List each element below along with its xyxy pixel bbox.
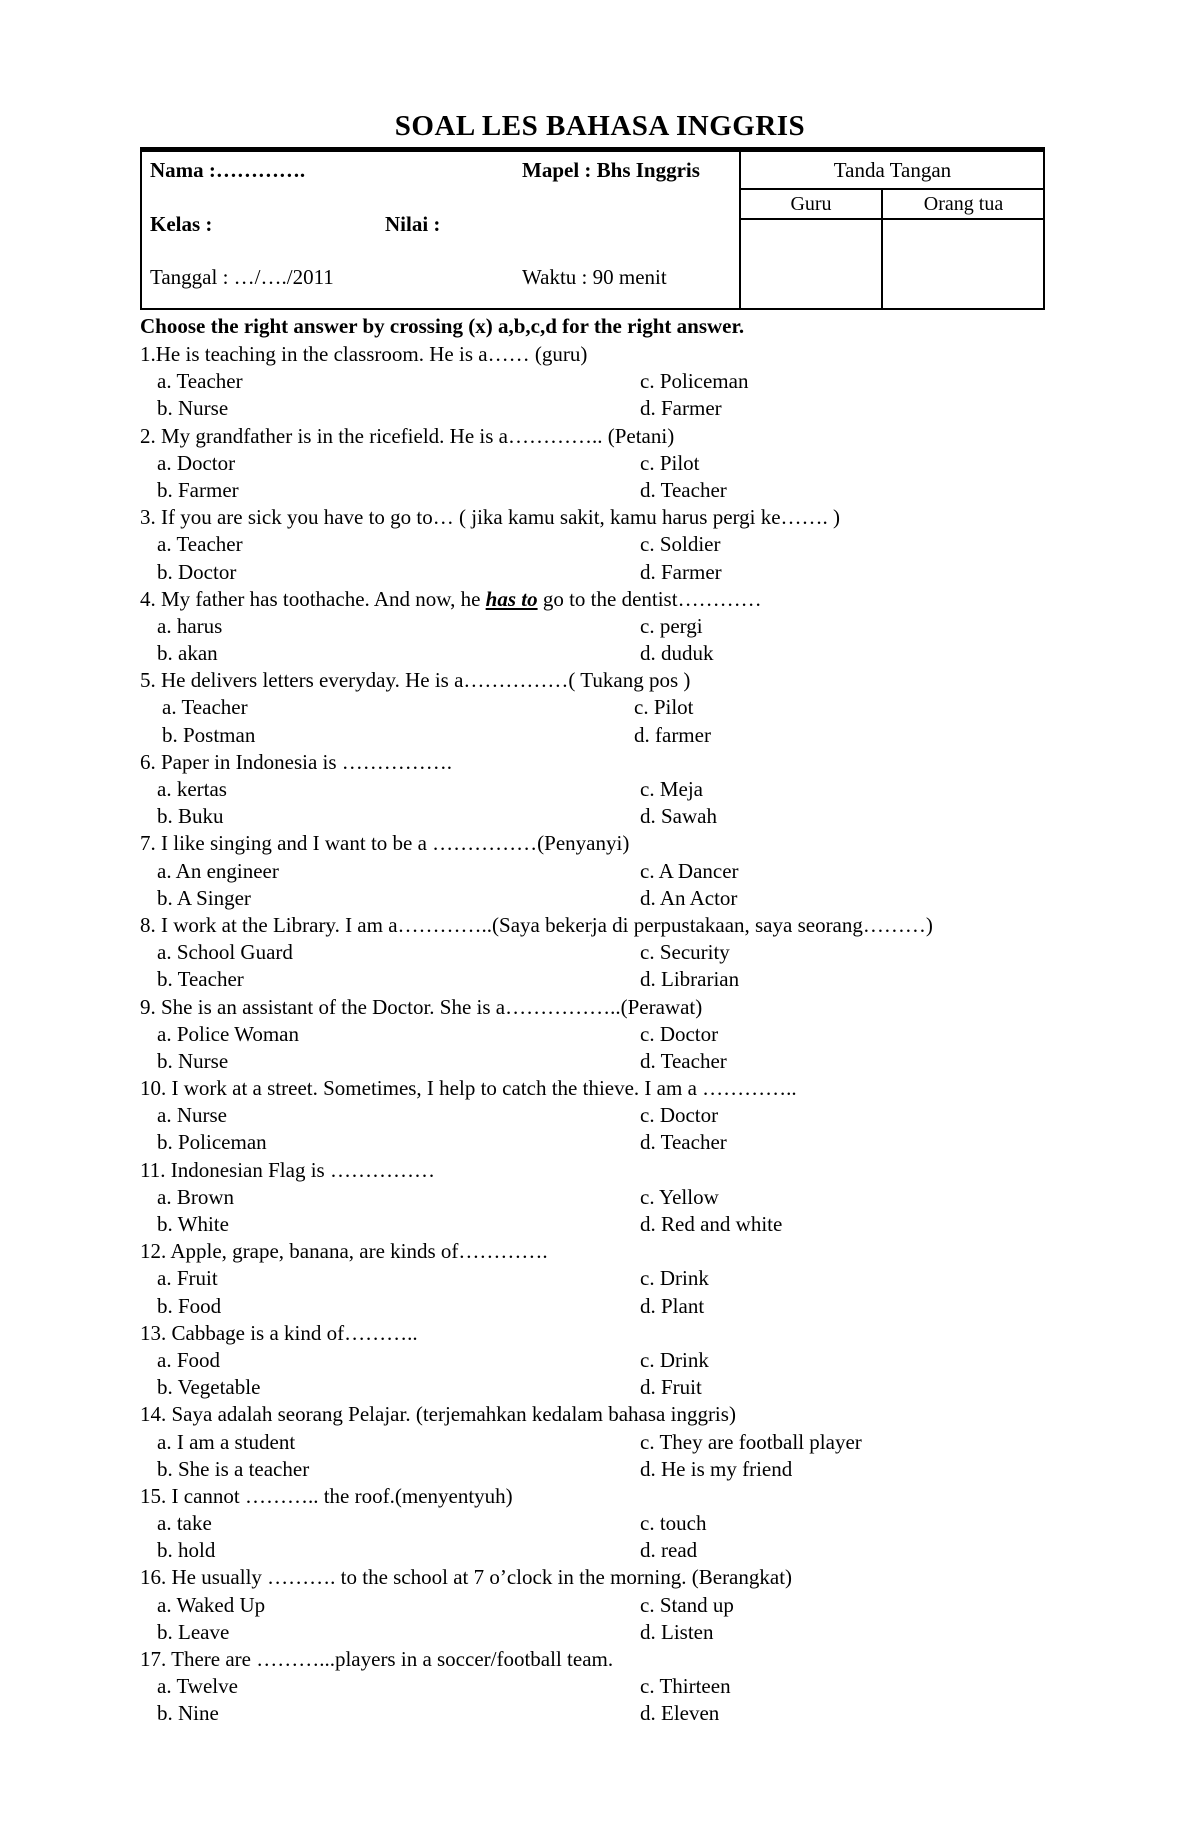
option-a: a. Brown <box>157 1184 234 1209</box>
option-c: c. Meja <box>640 777 703 801</box>
option-c: c. pergi <box>640 613 703 638</box>
option-b: b. Nurse <box>157 396 229 421</box>
option-b: b. Doctor <box>157 559 237 584</box>
option-d: d. Sawah <box>640 804 717 829</box>
option-row <box>140 450 1040 477</box>
option-c: c. Thirteen <box>640 1674 731 1699</box>
question-text: 12. Apple, grape, banana, are kinds of…………. <box>140 1239 548 1264</box>
question-text: 2. My grandfather is in the ricefield. He is a………….. (Petani) <box>140 423 675 448</box>
option-d: d. duduk <box>640 641 714 666</box>
option-b: b. Nurse <box>157 1048 229 1073</box>
option-row <box>140 1619 1040 1646</box>
option-d: d. Plant <box>640 1293 705 1318</box>
option-d: d. read <box>640 1538 698 1563</box>
option-d: d. Red and white <box>640 1212 783 1236</box>
option-row <box>140 1347 1040 1374</box>
option-row <box>140 1510 1040 1537</box>
question-text: 17. There are ………...players in a soccer/football team. <box>140 1647 614 1671</box>
option-row <box>140 776 1040 803</box>
option-row <box>140 613 1040 640</box>
option-b: b. Policeman <box>157 1130 267 1155</box>
option-b: b. Postman <box>162 722 256 747</box>
option-a: a. harus <box>157 613 223 638</box>
header-top-rule <box>140 147 1045 150</box>
option-row <box>140 1021 1040 1048</box>
option-c: c. Doctor <box>640 1103 719 1128</box>
question-text: 16. He usually ………. to the school at 7 o’clock in the morning. (Berangkat) <box>140 1565 793 1590</box>
option-d: d. Fruit <box>640 1375 702 1400</box>
option-c: c. Soldier <box>640 532 721 557</box>
option-row <box>140 640 1040 667</box>
signature-guru-box <box>741 220 881 308</box>
question-text: 6. Paper in Indonesia is ……………. <box>140 749 453 774</box>
option-row <box>140 1048 1040 1075</box>
option-row <box>140 1184 1040 1211</box>
question-text: 13. Cabbage is a kind of……….. <box>140 1320 418 1345</box>
option-b: b. Nine <box>157 1701 219 1726</box>
option-row <box>140 395 1040 422</box>
option-a: a. kertas <box>157 777 227 801</box>
option-a: a. School Guard <box>157 940 293 965</box>
option-c: c. Stand up <box>640 1592 734 1617</box>
option-a: a. Food <box>157 1347 220 1372</box>
option-a: a. Waked Up <box>157 1592 266 1617</box>
option-d: d. Listen <box>640 1619 714 1644</box>
option-row <box>140 559 1040 586</box>
signature-guru-label: Guru <box>741 190 881 220</box>
option-row <box>140 885 1040 912</box>
option-c: c. Pilot <box>634 695 694 720</box>
question-text <box>140 586 1040 613</box>
option-row <box>140 368 1040 395</box>
option-a: a. Doctor <box>157 450 236 475</box>
signature-orang-tua-label: Orang tua <box>883 190 1044 220</box>
option-row <box>140 1265 1040 1292</box>
question-text-post: go to the dentist………… <box>537 586 762 611</box>
option-b: b. hold <box>157 1538 216 1563</box>
option-a: a. Teacher <box>157 369 243 394</box>
option-c: c. Pilot <box>640 450 700 475</box>
signature-block <box>739 152 1044 308</box>
option-a: a. Fruit <box>157 1266 218 1291</box>
signature-orang-tua-box <box>883 220 1044 308</box>
option-row <box>140 694 1040 721</box>
mapel-field: Mapel : Bhs Inggris <box>522 158 700 182</box>
option-a: a. take <box>157 1511 212 1536</box>
option-d: d. Farmer <box>640 396 722 421</box>
option-d: d. Teacher <box>640 477 727 502</box>
signature-title: Tanda Tangan <box>741 152 1044 190</box>
question-text: 1.He is teaching in the classroom. He is a…… (guru) <box>140 342 588 366</box>
option-c: c. A Dancer <box>640 858 739 883</box>
option-row <box>140 531 1040 558</box>
option-d: d. Librarian <box>640 967 740 992</box>
option-row <box>140 966 1040 993</box>
student-info <box>142 152 739 308</box>
option-c: c. touch <box>640 1511 707 1536</box>
option-row <box>140 1129 1040 1156</box>
option-row <box>140 939 1040 966</box>
option-c: c. Security <box>640 940 730 965</box>
option-row <box>140 1456 1040 1483</box>
option-b: b. A Singer <box>157 885 251 910</box>
option-row <box>140 1673 1040 1700</box>
question-list <box>140 341 1040 1728</box>
option-b: b. akan <box>157 641 218 666</box>
option-a: a. Teacher <box>157 532 243 557</box>
option-c: c. Drink <box>640 1266 709 1291</box>
option-b: b. She is a teacher <box>157 1456 310 1481</box>
instruction-text: Choose the right answer by crossing (x) a,b,c,d for the right answer. <box>140 314 745 338</box>
option-row <box>140 1537 1040 1564</box>
option-row <box>140 803 1040 830</box>
option-row <box>140 477 1040 504</box>
option-d: d. Eleven <box>640 1701 720 1726</box>
option-d: d. He is my friend <box>640 1456 793 1481</box>
option-row <box>140 1592 1040 1619</box>
option-a: a. Teacher <box>162 695 248 720</box>
option-b: b. Teacher <box>157 967 244 992</box>
option-c: c. Drink <box>640 1347 709 1372</box>
kelas-field: Kelas : <box>150 212 213 236</box>
tanggal-field: Tanggal : …/…./2011 <box>150 265 334 289</box>
question-emphasis: has to <box>485 586 538 611</box>
option-b: b. White <box>157 1212 229 1236</box>
option-row <box>140 1102 1040 1129</box>
option-b: b. Farmer <box>157 477 239 502</box>
option-a: a. Nurse <box>157 1103 227 1128</box>
option-row <box>140 1374 1040 1401</box>
nilai-field: Nilai : <box>385 212 441 236</box>
option-row <box>140 1700 1040 1727</box>
option-row <box>140 1293 1040 1320</box>
question-text-pre: 4. My father has toothache. And now, he <box>140 586 486 611</box>
option-row <box>140 1429 1040 1456</box>
header-box <box>140 150 1045 310</box>
page-title: SOAL LES BAHASA INGGRIS <box>394 110 806 142</box>
nama-field: Nama :…………. <box>150 158 306 182</box>
option-a: a. Twelve <box>157 1674 238 1699</box>
option-a: a. I am a student <box>157 1429 296 1454</box>
question-text: 10. I work at a street. Sometimes, I help to catch the thieve. I am a ………….. <box>140 1076 797 1101</box>
question-text: 11. Indonesian Flag is …………… <box>140 1157 435 1182</box>
question-text: 14. Saya adalah seorang Pelajar. (terjemahkan kedalam bahasa inggris) <box>140 1402 736 1427</box>
option-d: d. Farmer <box>640 559 722 584</box>
option-d: d. farmer <box>634 722 711 747</box>
option-c: c. Policeman <box>640 369 749 394</box>
option-b: b. Vegetable <box>157 1375 261 1400</box>
option-d: d. Teacher <box>640 1048 727 1073</box>
question-text: 5. He delivers letters everyday. He is a……………( Tukang pos ) <box>140 668 691 693</box>
option-row <box>140 858 1040 885</box>
question-text: 9. She is an assistant of the Doctor. She is a……………..(Perawat) <box>140 994 703 1019</box>
option-a: a. An engineer <box>157 858 279 883</box>
option-c: c. Yellow <box>640 1184 719 1209</box>
option-row <box>140 722 1040 749</box>
option-b: b. Leave <box>157 1619 230 1644</box>
option-d: d. An Actor <box>640 885 738 910</box>
option-c: c. They are football player <box>640 1429 862 1454</box>
question-text: 3. If you are sick you have to go to… ( jika kamu sakit, kamu harus pergi ke……. ) <box>140 505 841 530</box>
option-d: d. Teacher <box>640 1130 727 1155</box>
question-text: 7. I like singing and I want to be a ……………(Penyanyi) <box>140 831 630 856</box>
option-row <box>140 1211 1040 1238</box>
option-c: c. Doctor <box>640 1021 719 1046</box>
option-a: a. Police Woman <box>157 1021 299 1046</box>
question-text: 15. I cannot ……….. the roof.(menyentyuh) <box>140 1483 513 1508</box>
waktu-field: Waktu : 90 menit <box>522 265 667 289</box>
option-b: b. Buku <box>157 804 224 829</box>
question-text: 8. I work at the Library. I am a…………..(Saya bekerja di perpustakaan, saya seorang………) <box>140 912 933 937</box>
option-b: b. Food <box>157 1293 222 1318</box>
